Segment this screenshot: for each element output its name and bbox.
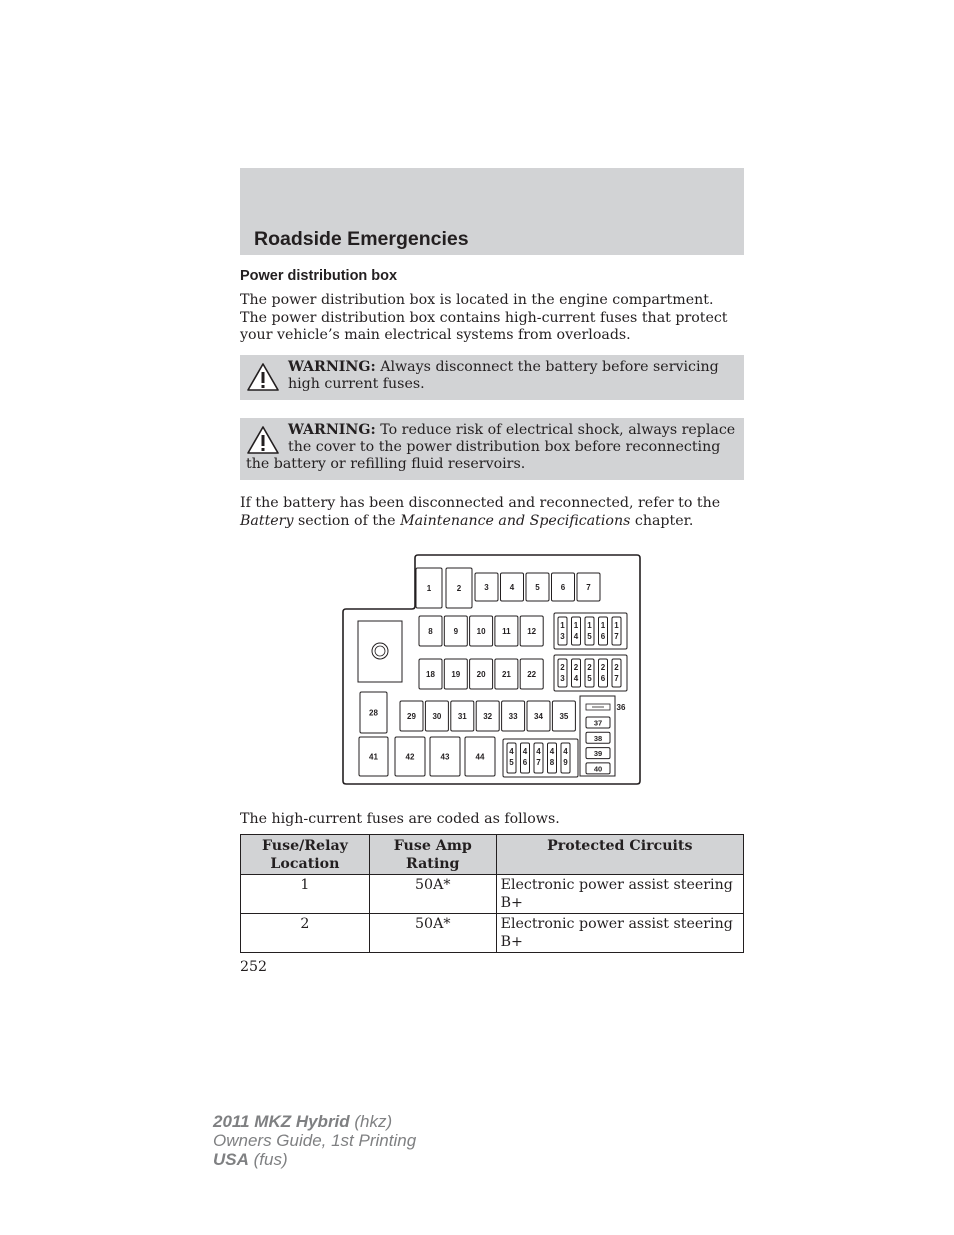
mini-fuse-digit: 2 <box>587 663 592 672</box>
mini-fuse-digit: 2 <box>614 663 619 672</box>
mini-fuse-digit: 7 <box>614 632 619 641</box>
fuse-label-20: 20 <box>476 670 486 679</box>
fuse-label-19: 19 <box>451 670 461 679</box>
mini-fuse-digit: 4 <box>563 747 568 756</box>
subheading: Power distribution box <box>240 268 398 284</box>
intro-paragraph: The power distribution box is located in the engine compartment. The power distribution box contains high-current fuses that protect your vehicle’s main electrical systems from overloads. <box>240 292 728 343</box>
fuse-label-21: 21 <box>501 670 511 679</box>
footer-market: USA <box>213 1150 249 1169</box>
mini-fuse-digit: 1 <box>614 621 619 630</box>
fuse-label-42: 42 <box>405 752 415 762</box>
fuse-label-38: 38 <box>593 733 603 743</box>
fuse-label-34: 34 <box>534 712 543 721</box>
table-row <box>241 875 744 914</box>
warning-text: Always disconnect the battery before servicing high current fuses. <box>288 359 719 392</box>
mini-fuse-digit: 4 <box>549 747 555 756</box>
mini-fuse-digit: 6 <box>600 674 606 683</box>
page-number: 252 <box>240 959 268 975</box>
warning-text: To reduce risk of electrical shock, always replace the cover to the power distribution box before reconnecting the battery or refilling fluid reservoirs. <box>246 422 736 472</box>
fuse-label-5: 5 <box>535 583 540 592</box>
header-amp-rating: Fuse Amp Rating <box>369 835 496 875</box>
fuse-label-3: 3 <box>484 583 489 592</box>
mini-fuse-digit: 9 <box>563 758 568 767</box>
battery-note-text: section of the <box>293 512 401 529</box>
warning-box-1 <box>240 355 744 400</box>
footer-line-3 <box>213 1150 416 1169</box>
fuse-label-32: 32 <box>483 712 493 721</box>
cell-amp-rating: 50A* <box>369 875 496 914</box>
fuse-label-22: 22 <box>527 670 537 679</box>
warning-triangle-icon <box>246 425 280 455</box>
fuse-label-10: 10 <box>476 627 486 636</box>
mini-fuse-digit: 1 <box>560 621 565 630</box>
warning-triangle-icon <box>246 362 280 392</box>
mini-fuse-digit: 4 <box>573 674 579 683</box>
mini-fuse-digit: 6 <box>522 758 528 767</box>
mini-fuse-digit: 2 <box>573 663 579 672</box>
fuse-label-41: 41 <box>369 752 378 762</box>
mini-fuse-digit: 2 <box>560 663 565 672</box>
mini-fuse-digit: 6 <box>600 632 606 641</box>
cell-location: 1 <box>241 875 370 914</box>
mini-fuse-digit: 1 <box>573 621 579 630</box>
fuse-label-9: 9 <box>453 627 459 636</box>
mini-fuse-digit: 5 <box>587 674 592 683</box>
fuse-label-31: 31 <box>457 712 467 721</box>
warning-box-2 <box>240 418 744 480</box>
fuse-label-4: 4 <box>509 583 515 592</box>
fuse-label-8: 8 <box>428 627 433 636</box>
mini-fuse-digit: 2 <box>600 663 606 672</box>
battery-note-text: chapter. <box>630 512 694 529</box>
fuse-label-1: 1 <box>426 584 432 593</box>
mini-fuse-digit: 1 <box>587 621 592 630</box>
cell-protected-circuits: Electronic power assist steering B+ <box>496 914 743 953</box>
fuse-label-29: 29 <box>407 712 416 721</box>
fuse-label-11: 11 <box>502 627 511 636</box>
mini-fuse-digit: 4 <box>536 747 541 756</box>
fuse-label-30: 30 <box>432 712 442 721</box>
fuse-label-7: 7 <box>586 583 591 592</box>
fuse-table <box>240 834 744 953</box>
cell-location: 2 <box>241 914 370 953</box>
mini-fuse-digit: 7 <box>614 674 619 683</box>
cell-protected-circuits: Electronic power assist steering B+ <box>496 875 743 914</box>
mini-fuse-digit: 4 <box>522 747 528 756</box>
footer-line-1 <box>213 1112 416 1131</box>
fuse-box-svg <box>340 552 645 788</box>
header-location: Fuse/Relay Location <box>241 835 370 875</box>
header-protected-circuits: Protected Circuits <box>496 835 743 875</box>
section-header-band <box>240 168 744 255</box>
footer-line-2: Owners Guide, 1st Printing <box>213 1131 417 1150</box>
mini-fuse-digit: 4 <box>573 632 579 641</box>
footer-market-code: (fus) <box>248 1150 288 1169</box>
table-row <box>241 914 744 953</box>
fuse-label-18: 18 <box>426 670 435 679</box>
table-intro: The high-current fuses are coded as follows. <box>240 811 560 827</box>
fuse-label-36: 36 <box>616 703 626 712</box>
fuse-label-35: 35 <box>559 712 569 721</box>
warning-label: WARNING: <box>288 422 376 438</box>
mini-fuse-digit: 8 <box>549 758 555 767</box>
chapter-link-text: Maintenance and Specifications <box>400 512 631 529</box>
section-title: Roadside Emergencies <box>254 228 469 250</box>
table-header-row <box>241 835 744 875</box>
cell-amp-rating: 50A* <box>369 914 496 953</box>
mini-fuse-digit: 3 <box>560 674 565 683</box>
document-footer <box>213 1112 416 1169</box>
battery-note <box>240 495 744 530</box>
footer-model: 2011 MKZ Hybrid <box>213 1112 350 1131</box>
battery-note-text: If the battery has been disconnected and reconnected, refer to the <box>240 495 721 511</box>
fuse-label-39: 39 <box>593 749 603 759</box>
fuse-label-6: 6 <box>560 583 566 592</box>
footer-model-code: (hkz) <box>349 1112 393 1131</box>
fuse-label-12: 12 <box>527 627 537 636</box>
fuse-label-44: 44 <box>475 752 485 762</box>
mini-fuse-digit: 7 <box>536 758 541 767</box>
fuse-box-diagram <box>340 552 645 788</box>
fuse-label-43: 43 <box>440 752 450 762</box>
mini-fuse-digit: 4 <box>509 747 514 756</box>
fuse-label-33: 33 <box>508 712 518 721</box>
battery-link-text: Battery <box>240 512 294 529</box>
fuse-label-28: 28 <box>369 708 378 718</box>
mini-fuse-digit: 1 <box>600 621 606 630</box>
mini-fuse-digit: 3 <box>560 632 565 641</box>
warning-label: WARNING: <box>288 359 376 375</box>
fuse-label-40: 40 <box>593 764 603 774</box>
fuse-label-37: 37 <box>593 718 603 728</box>
mini-fuse-digit: 5 <box>509 758 514 767</box>
fuse-label-2: 2 <box>456 584 462 593</box>
mini-fuse-digit: 5 <box>587 632 592 641</box>
